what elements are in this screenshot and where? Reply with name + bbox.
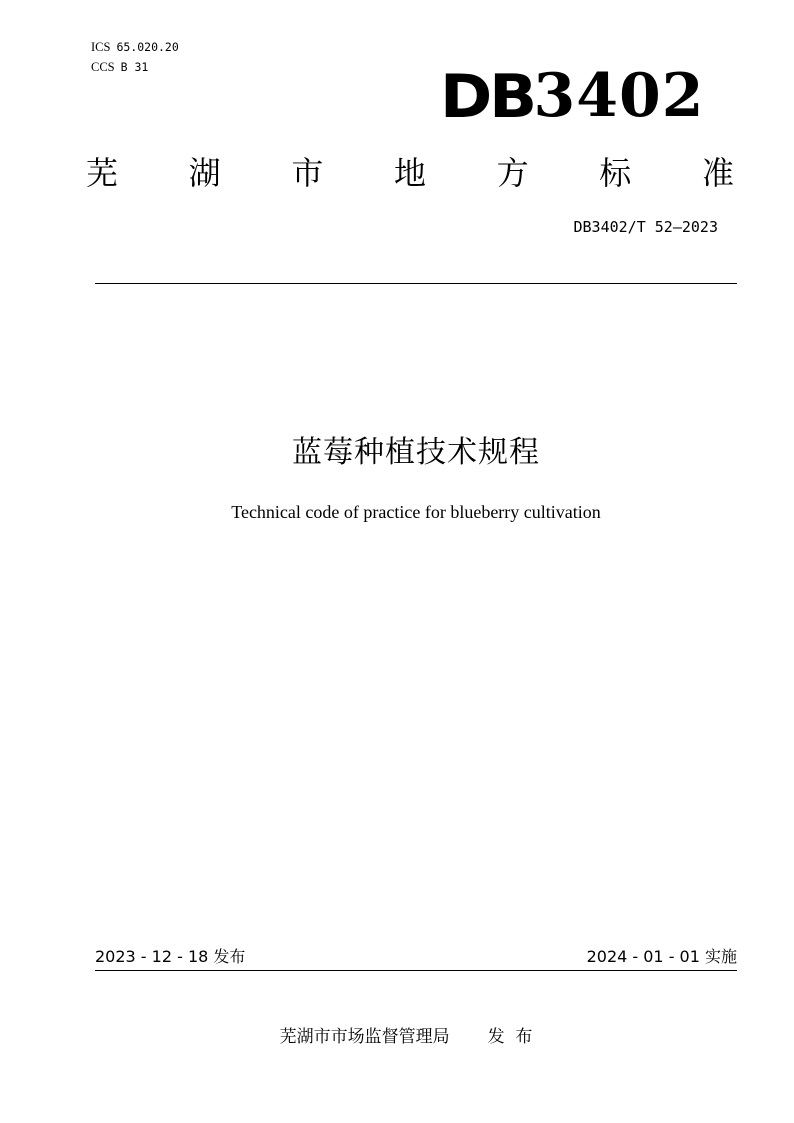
standard-type-char: 方 xyxy=(496,154,529,192)
issuer-line xyxy=(0,1025,794,1049)
standard-code: DB3402/T 52—2023 xyxy=(573,218,718,236)
document-subtitle: Technical code of practice for blueberry cultivation xyxy=(231,502,601,522)
logo-number: 3402 xyxy=(533,61,705,131)
ics-label: ICS xyxy=(91,40,111,54)
ccs-label: CCS xyxy=(91,60,115,74)
ics-row xyxy=(91,40,179,54)
document-title: 蓝莓种植技术规程 xyxy=(292,435,540,470)
standard-logo xyxy=(440,61,705,132)
standard-type-char: 湖 xyxy=(188,154,221,192)
implement-date: 2024 - 01 - 01 实施 xyxy=(586,947,737,966)
header-divider xyxy=(95,283,737,284)
standard-type-char: 地 xyxy=(393,154,426,192)
standard-type-char: 市 xyxy=(291,154,324,192)
logo-prefix: DB xyxy=(440,62,535,132)
ccs-row xyxy=(91,60,148,74)
footer-divider xyxy=(95,970,737,971)
standard-type-char: 芜 xyxy=(86,154,119,192)
standard-type-heading xyxy=(86,150,734,196)
ics-value: 65.020.20 xyxy=(116,40,179,54)
standard-type-char: 准 xyxy=(701,154,734,192)
publish-date: 2023 - 12 - 18 发布 xyxy=(95,947,246,966)
standard-type-char: 标 xyxy=(599,154,632,192)
ccs-value: B 31 xyxy=(120,60,149,74)
issuer-name: 芜湖市市场监督管理局 xyxy=(279,1027,450,1047)
issuer-action: 发 布 xyxy=(487,1027,533,1047)
